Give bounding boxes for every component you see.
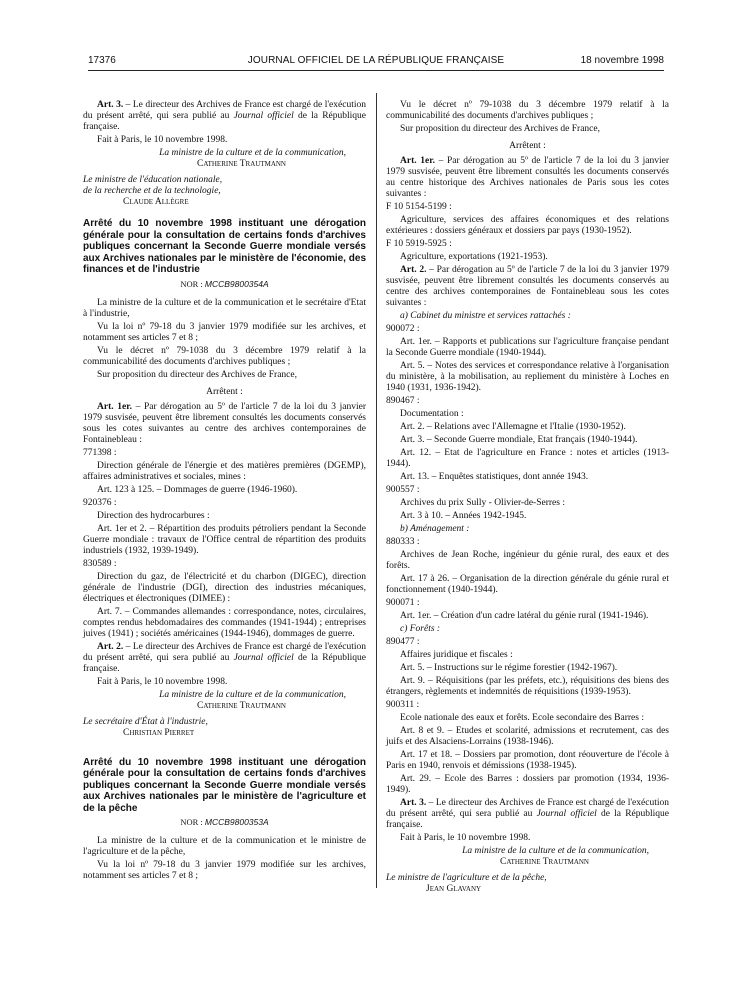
paragraph: Sur proposition du directeur des Archives de France,	[97, 369, 297, 380]
paragraph: Art. 12. – Etat de l'agriculture en France : notes et articles (1913-1944).	[386, 448, 669, 469]
paragraph: Art. 1er et 2. – Répartition des produits pétroliers pendant la Seconde Guerre mondiale : travaux de l'Office central de répartition des produits industriels (1932, 1939-1949).	[83, 523, 366, 556]
paragraph: Ecole nationale des eaux et forêts. Ecole secondaire des Barres :	[400, 713, 644, 723]
signatory-name: Jean Glavany	[426, 884, 482, 894]
paragraph: Art. 3 à 10. – Années 1942-1945.	[400, 511, 527, 521]
article-paragraph: Art. 3. – Le directeur des Archives de France est chargé de l'exécution du présent arrêté, qui sera publié au Journal officiel de la République française.	[83, 100, 366, 132]
arretent-heading: Arrêtent :	[509, 141, 546, 151]
archive-code: F 10 5154-5199 :	[386, 202, 452, 212]
archive-code: 900071 :	[386, 598, 420, 608]
issue-date: 18 novembre 1998	[580, 55, 664, 66]
paragraph: Art. 9. – Réquisitions (par les préfets, etc.), réquisitions des biens des étrangers, règlements et indemnités de réquisitions (1939-1953).	[386, 676, 669, 697]
fait-line: Fait à Paris, le 10 novembre 1998.	[97, 135, 228, 145]
paragraph: Affaires juridique et fiscales :	[400, 650, 513, 660]
decree-title: Arrêté du 10 novembre 1998 instituant une dérogation générale pour la consultation de certains fonds d'archives publiques concernant la Seconde Guerre mondiale versés aux Archives nationales par le ministère de l'agriculture et de la pêche	[83, 756, 366, 814]
paragraph: Art. 29. – Ecole des Barres : dossiers par promotion (1934, 1936-1949).	[386, 774, 669, 795]
archive-code: F 10 5919-5925 :	[386, 239, 452, 249]
nor-reference: NOR : MCCB9800354A	[180, 278, 269, 289]
paragraph: Art. 3. – Seconde Guerre mondiale, Etat français (1940-1944).	[400, 435, 638, 445]
signatory-name: Catherine Trautmann	[196, 159, 286, 169]
arretent-heading: Arrêtent :	[206, 386, 243, 397]
column-divider	[376, 93, 377, 888]
header-rule	[88, 70, 664, 71]
signatory-name: Catherine Trautmann	[196, 700, 286, 711]
paragraph: Agriculture, exportations (1921-1953).	[400, 252, 548, 262]
paragraph: Vu le décret nº 79-1038 du 3 décembre 1979 relatif à la communicabilité des documents d'archives publiques ;	[83, 345, 366, 367]
archive-code: 900072 :	[386, 324, 420, 334]
paragraph: Art. 2. – Relations avec l'Allemagne et l'Italie (1930-1952).	[400, 422, 626, 432]
signatory-name: Catherine Trautmann	[499, 857, 589, 867]
page-header	[88, 55, 664, 69]
signatory-name: Christian Pierret	[123, 727, 195, 738]
signatory-role: La ministre de la culture et de la communication,	[462, 846, 649, 856]
paragraph: Art. 17 et 18. – Dossiers par promotion, dont réouverture de l'école à Paris en 1940, renvois et démissions (1938-1945).	[386, 750, 669, 771]
signatory-role: Le ministre de l'éducation nationale,	[83, 175, 223, 185]
archive-code: 880333 :	[386, 537, 420, 547]
article-paragraph: Art. 1er. – Par dérogation au 5º de l'article 7 de la loi du 3 janvier 1979 susvisée, peuvent être librement consultés les documents conservés sous les cotes suivantes au centre des archives contemporaines de Fontainebleau :	[83, 401, 366, 445]
nor-reference: NOR : MCCB9800353A	[180, 817, 269, 827]
paragraph: Archives de Jean Roche, ingénieur du génie rural, des eaux et des forêts.	[386, 550, 669, 571]
paragraph: Art. 8 et 9. – Etudes et scolarité, admissions et recrutement, cas des juifs et des Alsaciens-Lorrains (1938-1946).	[386, 726, 669, 747]
paragraph: La ministre de la culture et de la communication et le secrétaire d'Etat à l'industrie,	[83, 297, 366, 319]
left-column	[83, 100, 366, 884]
journal-title: JOURNAL OFFICIEL DE LA RÉPUBLIQUE FRANÇAISE	[247, 55, 505, 66]
signatory-role: Le ministre de l'agriculture et de la pêche,	[386, 873, 547, 883]
paragraph: Agriculture, services des affaires économiques et des relations extérieures : dossiers généraux et dossiers par pays (1930-1952).	[386, 215, 669, 236]
archive-code: 900311 :	[386, 700, 420, 710]
paragraph: Archives du prix Sully - Olivier-de-Serres :	[400, 498, 565, 508]
paragraph: Direction générale de l'énergie et des matières premières (DGEMP), affaires administratives et sociales, mines :	[83, 460, 366, 482]
article-paragraph: Art. 3. – Le directeur des Archives de France est chargé de l'exécution du présent arrêté, qui sera publié au Journal officiel de la République française.	[386, 798, 669, 830]
signatory-name: Claude Allègre	[123, 197, 189, 207]
paragraph: Art. 5. – Instructions sur le régime forestier (1942-1967).	[400, 663, 618, 673]
section-heading: b) Aménagement :	[400, 524, 470, 534]
paragraph: Direction des hydrocarbures :	[97, 510, 210, 521]
paragraph: Art. 17 à 26. – Organisation de la direction générale du génie rural et fonctionnement (1940-1944).	[386, 574, 669, 595]
paragraph: Documentation :	[400, 409, 464, 419]
fait-line: Fait à Paris, le 10 novembre 1998.	[400, 833, 531, 843]
paragraph: Art. 123 à 125. – Dommages de guerre (1946-1960).	[97, 484, 298, 495]
paragraph: Vu la loi nº 79-18 du 3 janvier 1979 modifiée sur les archives, notamment ses articles 7 et 8 ;	[83, 860, 366, 881]
paragraph: Art. 1er. – Création d'un cadre latéral du génie rural (1941-1946).	[400, 611, 649, 621]
signatory-role: Le secrétaire d'État à l'industrie,	[83, 716, 208, 727]
article-paragraph: Art. 2. – Par dérogation au 5º de l'article 7 de la loi du 3 janvier 1979 susvisée, peuvent être librement consultés les documents conservés au centre des archives contemporaines de Fontainebleau sous les cotes suivantes :	[386, 265, 669, 308]
archive-code: 771398 :	[83, 447, 117, 458]
article-paragraph: Art. 2. – Le directeur des Archives de France est chargé de l'exécution du présent arrêté, qui sera publié au Journal officiel de la République française.	[83, 641, 366, 674]
archive-code: 900557 :	[386, 485, 420, 495]
paragraph: Vu le décret nº 79-1038 du 3 décembre 1979 relatif à la communicabilité des documents d'archives publiques ;	[386, 100, 669, 121]
fait-line: Fait à Paris, le 10 novembre 1998.	[97, 676, 228, 687]
paragraph: La ministre de la culture et de la communication et le ministre de l'agriculture et de la pêche,	[83, 836, 366, 857]
paragraph: Direction du gaz, de l'électricité et du charbon (DIGEC), direction générale de l'industrie (DGI), direction des industries mécaniques, électriques et électroniques (DIMEE) :	[83, 571, 366, 604]
signatory-role: La ministre de la culture et de la communication,	[159, 148, 346, 158]
article-paragraph: Art. 1er. – Par dérogation au 5º de l'article 7 de la loi du 3 janvier 1979 susvisée, peuvent être librement consultés les documents conservés au centre historique des Archives nationales de Paris sous les cotes suivantes :	[386, 156, 669, 199]
archive-code: 920376 :	[83, 497, 117, 508]
paragraph: Vu la loi nº 79-18 du 3 janvier 1979 modifiée sur les archives, et notamment ses articles 7 et 8 ;	[83, 321, 366, 343]
paragraph: Art. 13. – Enquêtes statistiques, dont année 1943.	[400, 472, 589, 482]
right-column	[386, 100, 669, 895]
decree-title: Arrêté du 10 novembre 1998 instituant une dérogation générale pour la consultation de certains fonds d'archives publiques concernant la Seconde Guerre mondiale versés aux Archives nationales par le ministère de l'économie, des finances et de l'industrie	[83, 218, 366, 275]
signatory-role: La ministre de la culture et de la communication,	[159, 689, 346, 700]
section-heading: a) Cabinet du ministre et services rattachés :	[400, 311, 571, 321]
paragraph: Art. 7. – Commandes allemandes : correspondance, notes, circulaires, comptes rendus hebdomadaires des commandes (1941-1944) ; entreprises juives (1941) ; sociétés américaines (1944-1946), dommages de guerre.	[83, 606, 366, 639]
archive-code: 890467 :	[386, 396, 420, 406]
signatory-role: de la recherche et de la technologie,	[83, 186, 221, 196]
paragraph: Art. 5. – Notes des services et correspondance relative à l'organisation du ministère, à la mobilisation, au repliement du ministère à Loches en 1940 (1931, 1936-1942).	[386, 361, 669, 393]
archive-code: 830589 :	[83, 558, 117, 569]
section-heading: c) Forêts :	[400, 624, 441, 634]
paragraph: Sur proposition du directeur des Archives de France,	[400, 124, 600, 134]
archive-code: 890477 :	[386, 637, 420, 647]
paragraph: Art. 1er. – Rapports et publications sur l'agriculture française pendant la Seconde Guerre mondiale (1940-1944).	[386, 337, 669, 358]
page-number: 17376	[88, 55, 116, 66]
